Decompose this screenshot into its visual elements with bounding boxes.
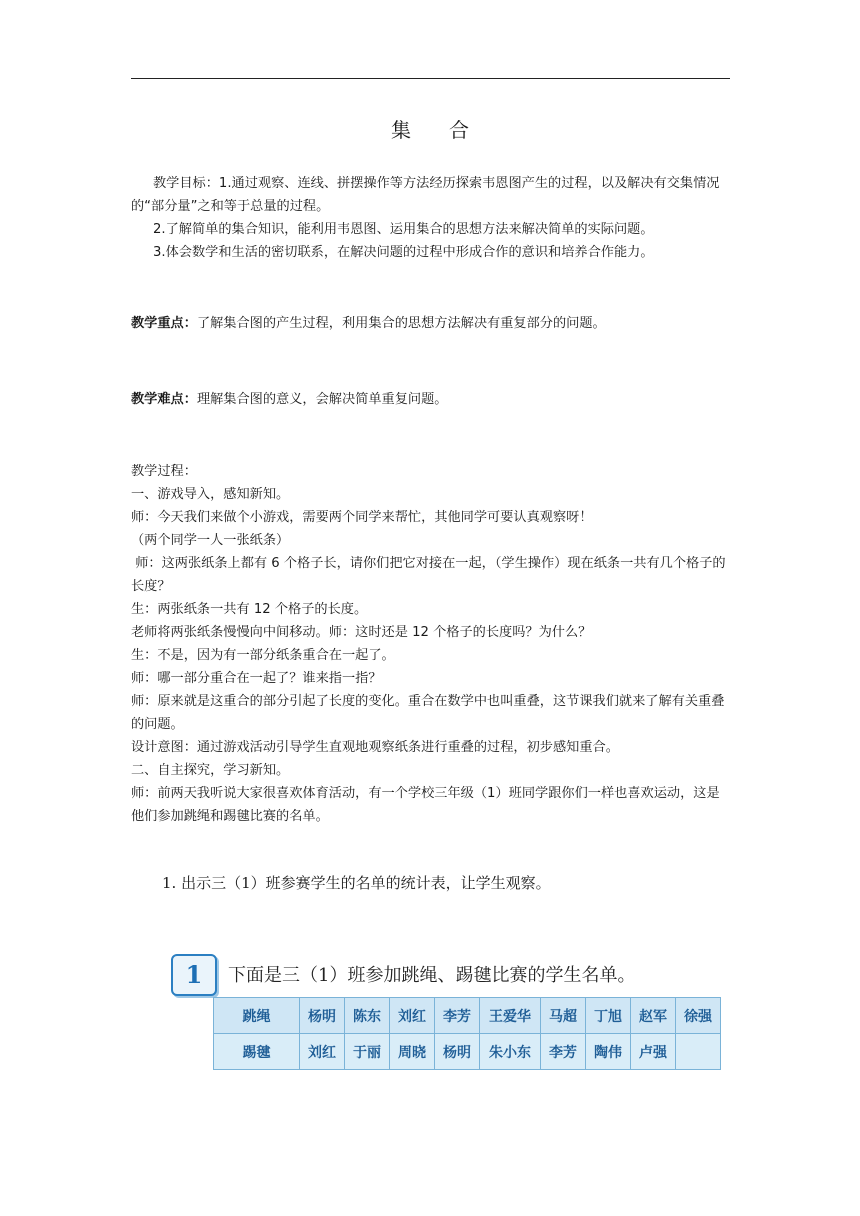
process-line: 师：前两天我听说大家很喜欢体育活动，有一个学校三年级（1）班同学跟你们一样也喜欢运动，这是他们参加跳绳和踢毽比赛的名单。 [131,786,720,824]
table-cell: 刘红 [390,998,435,1034]
process-line: 生：不是，因为有一部分纸条重合在一起了。 [131,648,395,663]
table-cell-empty [676,1034,721,1070]
table-cell: 徐强 [676,998,721,1034]
table-cell: 陈东 [345,998,390,1034]
row-label: 踢毽 [214,1034,300,1070]
process-line: 师：这两张纸条上都有 6 个格子长，请你们把它对接在一起，（学生操作）现在纸条一共有几个格子的长度？ [131,556,726,594]
table-cell: 丁旭 [586,998,631,1034]
difficulty-label: 教学难点： [131,392,197,407]
table-cell: 刘红 [300,1034,345,1070]
process-line: 老师将两张纸条慢慢向中间移动。师：这时还是 12 个格子的长度吗？为什么？ [131,625,592,640]
title-char-2: 合 [449,118,469,142]
process-line: 师：今天我们来做个小游戏，需要两个同学来帮忙，其他同学可要认真观察呀！ [131,510,593,525]
difficulty-text: 理解集合图的意义，会解决简单重复问题。 [196,392,448,407]
key-point [131,312,731,335]
goal-paragraph-3: 3.体会数学和生活的密切联系，在解决问题的过程中形成合作的意识和培养合作能力。 [153,245,654,260]
process-line: 设计意图：通过游戏活动引导学生直观地观察纸条进行重叠的过程，初步感知重合。 [131,740,619,755]
table-cell: 王爱华 [480,998,541,1034]
process-line: 师：哪一部分重合在一起了？谁来指一指？ [131,671,382,686]
table-cell: 赵军 [631,998,676,1034]
table-cell: 杨明 [435,1034,480,1070]
table-cell: 周晓 [390,1034,435,1070]
title-char-1: 集 [391,118,411,142]
step-1-text: 1. 出示三（1）班参赛学生的名单的统计表，让学生观察。 [162,874,551,892]
page-title [0,114,860,143]
process-line: 生：两张纸条一共有 12 个格子的长度。 [131,602,368,617]
table-cell: 于丽 [345,1034,390,1070]
problem-number-badge: 1 [171,954,217,996]
process-line: 一、游戏导入，感知新知。 [131,487,290,502]
table-row [214,998,721,1034]
table-cell: 李芳 [541,1034,586,1070]
header-rule [131,78,730,79]
table-row [214,1034,721,1070]
process-line: 二、自主探究，学习新知。 [131,763,290,778]
key-point-text: 了解集合图的产生过程，利用集合的思想方法解决有重复部分的问题。 [196,316,606,331]
difficulty [131,388,731,411]
table-cell: 马超 [541,998,586,1034]
row-label: 跳绳 [214,998,300,1034]
goal-paragraph-2: 2.了解简单的集合知识，能利用韦恩图、运用集合的思想方法来解决简单的实际问题。 [153,222,654,237]
names-table [213,997,721,1070]
table-cell: 陶伟 [586,1034,631,1070]
textbook-figure [170,953,730,1083]
table-cell: 朱小东 [480,1034,541,1070]
process-line: 师：原来就是这重合的部分引起了长度的变化。重合在数学中也叫重叠，这节课我们就来了解有关重叠的问题。 [131,694,725,732]
key-point-label: 教学重点： [131,316,197,331]
process-line: （两个同学一人一张纸条） [131,533,290,548]
process-heading: 教学过程： [131,464,197,479]
table-cell: 李芳 [435,998,480,1034]
figure-title: 下面是三（1）班参加跳绳、踢毽比赛的学生名单。 [228,965,636,986]
goal-paragraph-1: 教学目标：1.通过观察、连线、拼摆操作等方法经历探索韦恩图产生的过程，以及解决有交集情况的“部分量”之和等于总量的过程。 [131,176,720,214]
table-cell: 卢强 [631,1034,676,1070]
table-cell: 杨明 [300,998,345,1034]
